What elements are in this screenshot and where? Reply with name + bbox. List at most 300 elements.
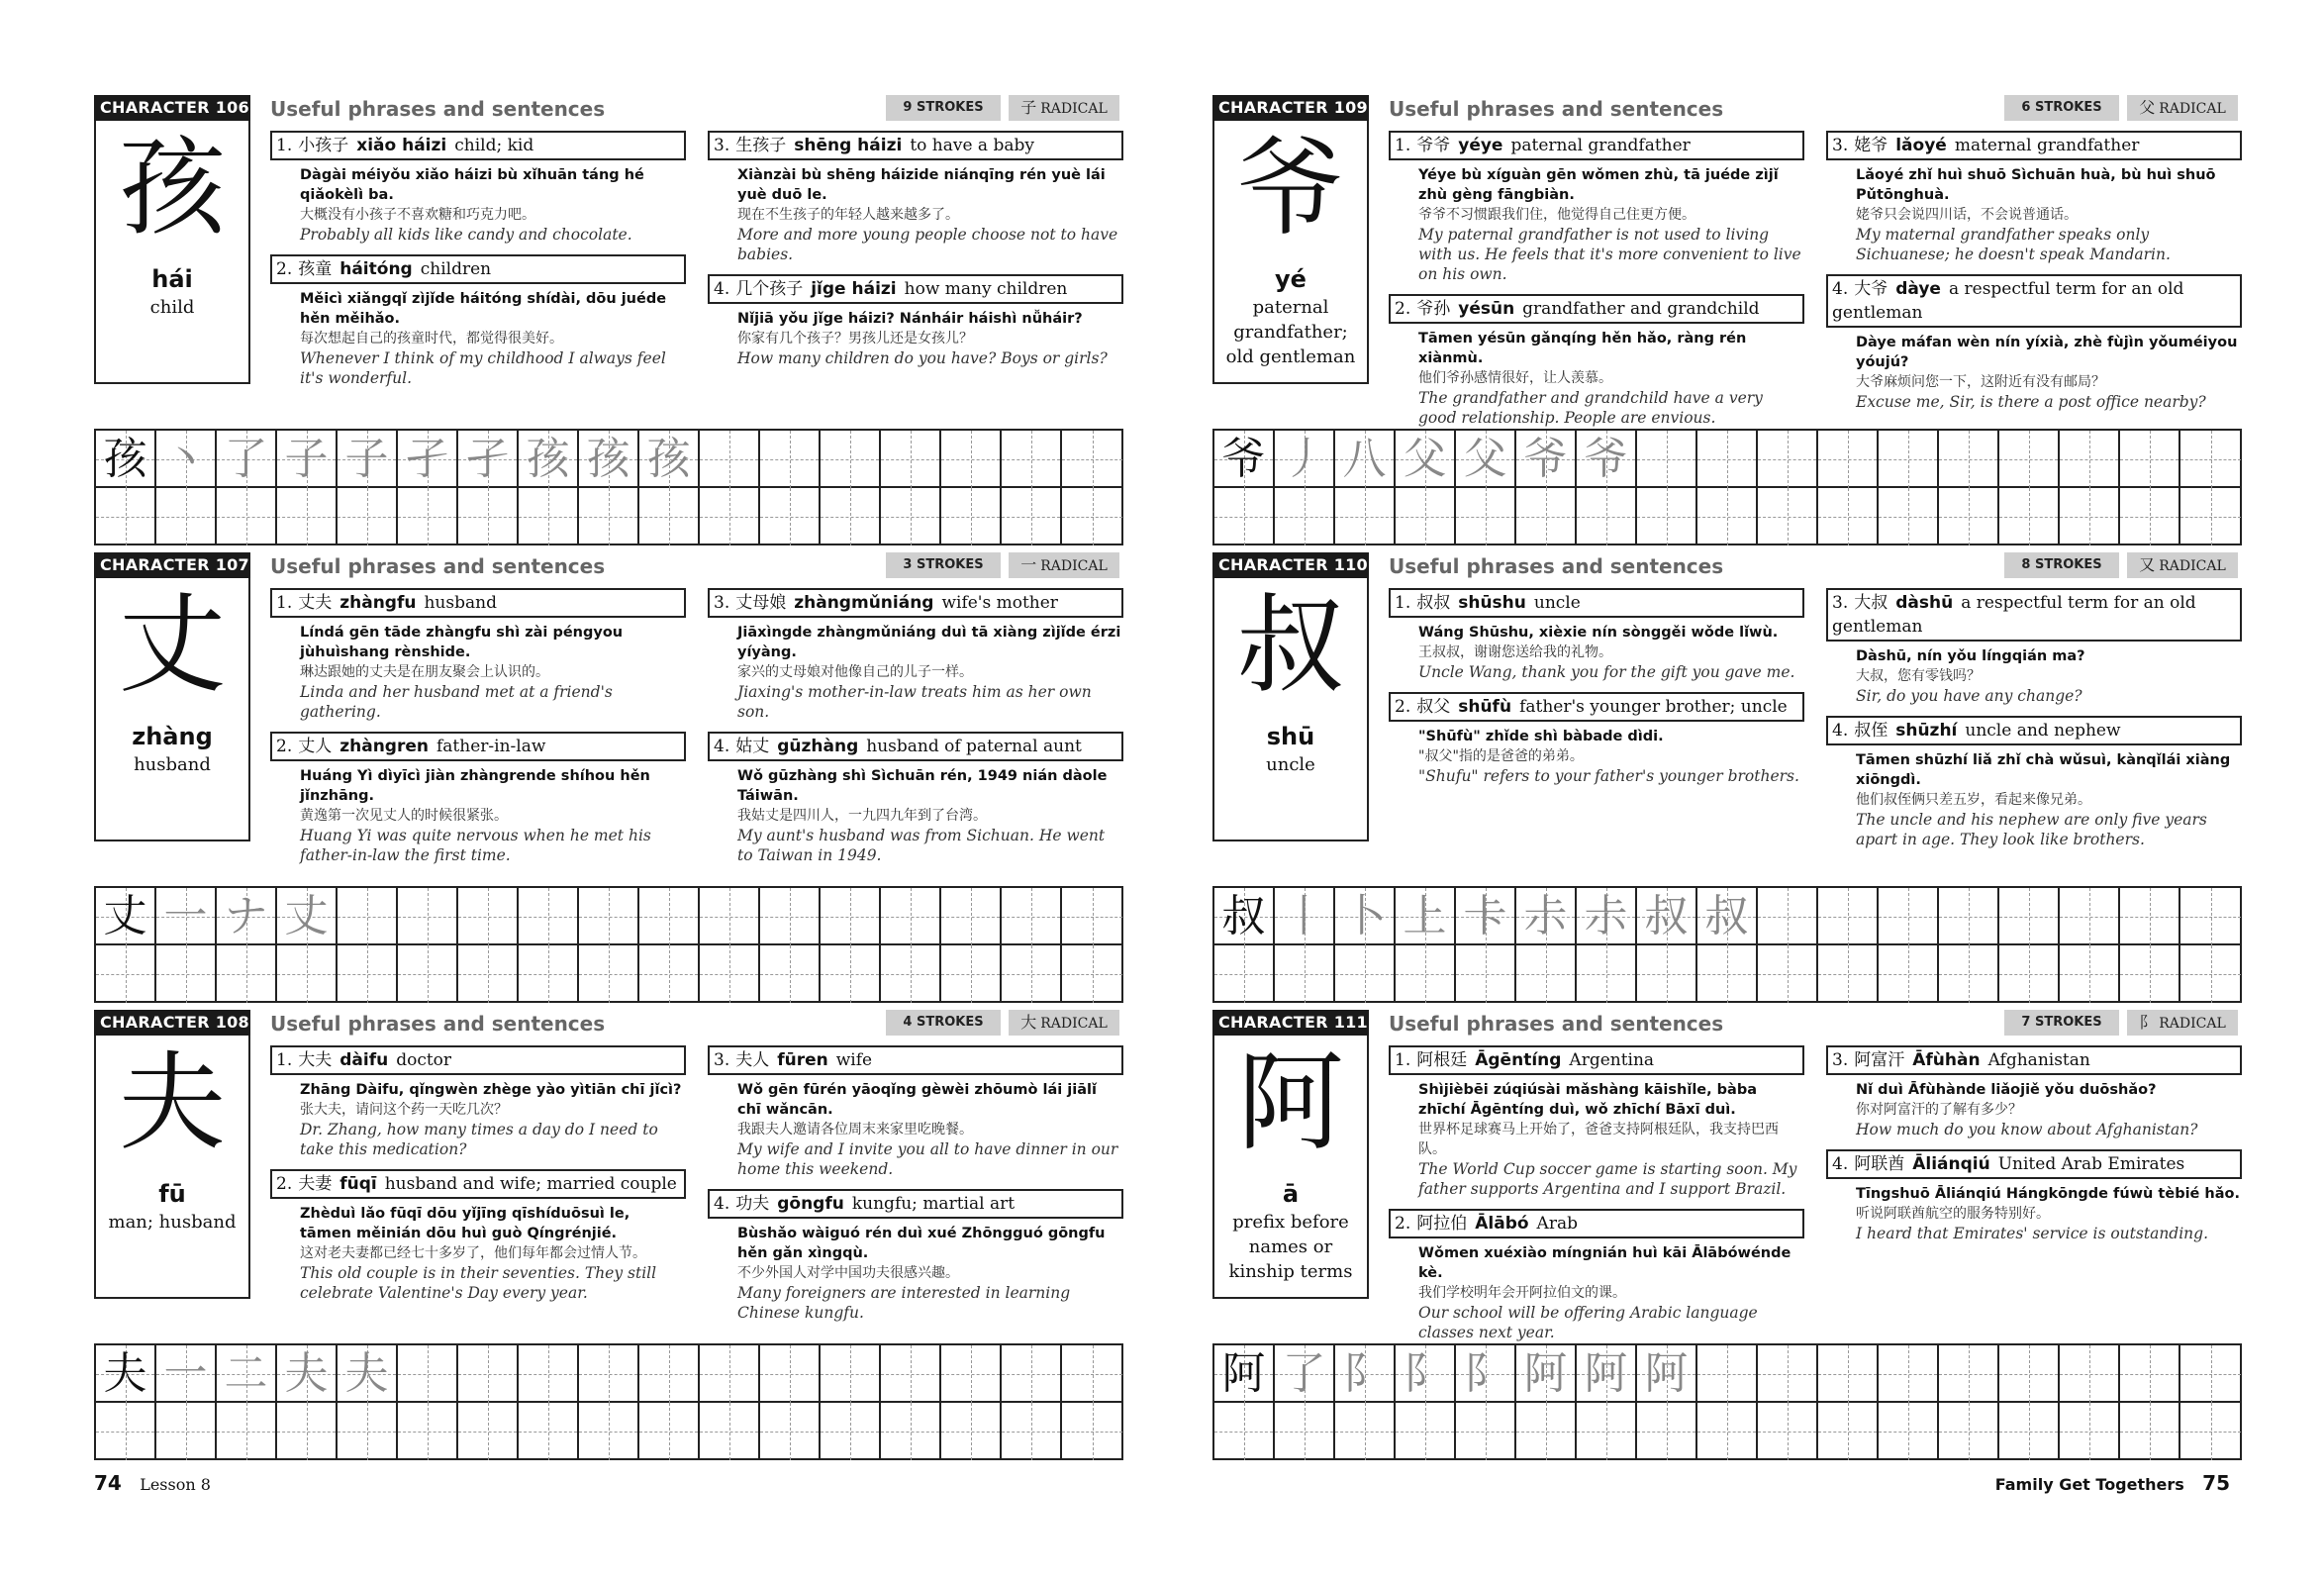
practice-cell[interactable]	[1002, 431, 1062, 488]
practice-cell[interactable]	[1456, 431, 1516, 488]
practice-cell[interactable]	[217, 431, 277, 488]
practice-cell[interactable]	[579, 888, 639, 945]
practice-cell[interactable]	[519, 431, 579, 488]
practice-cell[interactable]	[1577, 488, 1637, 545]
practice-cell[interactable]	[338, 431, 398, 488]
practice-cell[interactable]	[1818, 945, 1879, 1003]
practice-cell[interactable]	[156, 1403, 217, 1460]
practice-cell[interactable]	[700, 488, 760, 545]
practice-cell[interactable]	[1758, 945, 1818, 1003]
practice-cell[interactable]	[1879, 488, 1939, 545]
example-english: I heard that Emirates' service is outstanding.	[1856, 1225, 2209, 1242]
practice-cell[interactable]	[1516, 488, 1577, 545]
practice-cell[interactable]	[1335, 1345, 1396, 1403]
main-character-pinyin: fū	[158, 1180, 186, 1208]
phrase-hanzi: 夫妻	[298, 1174, 333, 1194]
practice-cell[interactable]	[1758, 1345, 1818, 1403]
practice-cell[interactable]	[96, 945, 156, 1003]
main-character-meaning: paternal grandfather; old gentleman	[1225, 297, 1356, 367]
stroke-order-step: 阿	[1644, 1348, 1689, 1399]
practice-cell[interactable]	[881, 888, 941, 945]
practice-cell[interactable]	[1396, 431, 1456, 488]
practice-cell[interactable]	[1516, 1403, 1577, 1460]
practice-cell[interactable]	[1456, 1403, 1516, 1460]
main-character-pinyin: zhàng	[132, 723, 213, 750]
practice-cell[interactable]	[1758, 1403, 1818, 1460]
practice-cell[interactable]	[821, 1345, 881, 1403]
practice-cell[interactable]	[579, 488, 639, 545]
practice-cell[interactable]	[1879, 1345, 1939, 1403]
practice-cell[interactable]	[1818, 488, 1879, 545]
phrase-english: United Arab Emirates	[1997, 1154, 2185, 1174]
practice-cell[interactable]	[2060, 488, 2120, 545]
phrase-number: 1.	[276, 593, 293, 613]
example-hanzi: 每次想起自己的孩童时代，都觉得很美好。	[300, 331, 563, 346]
phrase-english: a respectful term for an old gentleman	[1832, 279, 2184, 323]
example-hanzi: 家兴的丈母娘对他像自己的儿子一样。	[737, 664, 973, 680]
practice-cell[interactable]	[821, 1403, 881, 1460]
practice-cell[interactable]	[338, 888, 398, 945]
example-english: My paternal grandfather is not used to living with us. He feels that it's more convenient to live on his own.	[1418, 226, 1801, 283]
grid-row	[96, 488, 1121, 545]
practice-cell[interactable]	[1999, 945, 2060, 1003]
example-pinyin: Tāmen shūzhí liǎ zhǐ chà wǔsuì, kànqǐlái xiàng xiōngdì.	[1856, 752, 2231, 788]
practice-cell[interactable]	[1939, 1403, 1999, 1460]
practice-cell[interactable]	[96, 1345, 156, 1403]
phrase-english: Arab	[1536, 1214, 1578, 1234]
example-pinyin: Dàgài méiyǒu xiǎo háizi bù xǐhuān táng hé qiǎokèlì ba.	[300, 167, 644, 203]
practice-cell[interactable]	[1002, 1345, 1062, 1403]
practice-cell[interactable]	[579, 945, 639, 1003]
practice-cell[interactable]	[1456, 888, 1516, 945]
stroke-order-step: 上	[1403, 891, 1447, 941]
phrase-item	[1389, 1045, 1804, 1199]
practice-cell[interactable]	[1516, 945, 1577, 1003]
practice-cell[interactable]	[1758, 888, 1818, 945]
practice-cell[interactable]	[1516, 888, 1577, 945]
practice-cell[interactable]	[2180, 888, 2241, 945]
character-block	[94, 1002, 1138, 1462]
practice-cell[interactable]	[398, 945, 458, 1003]
stroke-order-step: 八	[1342, 434, 1387, 484]
practice-cell[interactable]	[700, 431, 760, 488]
practice-cell[interactable]	[1002, 945, 1062, 1003]
left-page	[94, 87, 1138, 1513]
practice-cell[interactable]	[639, 945, 700, 1003]
practice-cell[interactable]	[881, 431, 941, 488]
character-entry	[1212, 544, 2257, 871]
practice-cell[interactable]	[338, 1403, 398, 1460]
practice-cell[interactable]	[458, 488, 519, 545]
practice-cell[interactable]	[1939, 1345, 1999, 1403]
practice-cell[interactable]	[941, 945, 1002, 1003]
phrase-english: grandfather and grandchild	[1522, 299, 1760, 319]
example-english: Dr. Zhang, how many times a day do I need to take this medication?	[300, 1121, 658, 1158]
practice-cell[interactable]	[1637, 1403, 1697, 1460]
practice-cell[interactable]	[1879, 888, 1939, 945]
practice-cell[interactable]	[338, 488, 398, 545]
practice-cell[interactable]	[398, 488, 458, 545]
practice-cell[interactable]	[1396, 1345, 1456, 1403]
practice-cell[interactable]	[1999, 1403, 2060, 1460]
practice-cell[interactable]	[881, 1403, 941, 1460]
phrase-number: 2.	[1395, 1214, 1411, 1234]
phrase-heading	[270, 1169, 686, 1199]
phrase-number: 3.	[714, 1050, 730, 1070]
practice-cell[interactable]	[941, 1403, 1002, 1460]
practice-cell[interactable]	[1697, 888, 1758, 945]
practice-cell[interactable]	[1456, 1345, 1516, 1403]
practice-cell[interactable]	[639, 431, 700, 488]
phrase-column	[708, 131, 1123, 368]
phrase-pinyin: xiǎo háizi	[356, 136, 447, 155]
practice-cell[interactable]	[941, 1345, 1002, 1403]
practice-cell[interactable]	[639, 888, 700, 945]
phrase-hanzi: 丈人	[298, 737, 333, 756]
practice-cell[interactable]	[821, 488, 881, 545]
practice-cell[interactable]	[1577, 945, 1637, 1003]
phrase-pinyin: gōngfu	[777, 1194, 844, 1214]
practice-cell[interactable]	[156, 431, 217, 488]
phrase-hanzi: 夫人	[735, 1050, 770, 1070]
practice-cell[interactable]	[458, 888, 519, 945]
practice-cell[interactable]	[941, 888, 1002, 945]
practice-cell[interactable]	[941, 431, 1002, 488]
radical-label: RADICAL	[1040, 558, 1108, 574]
example-english: My wife and I invite you all to have dinner in our home this weekend.	[737, 1140, 1118, 1178]
practice-cell[interactable]	[217, 1403, 277, 1460]
practice-cell[interactable]	[760, 488, 821, 545]
practice-cell[interactable]	[217, 1345, 277, 1403]
practice-cell[interactable]	[1758, 488, 1818, 545]
phrase-hanzi: 小孩子	[298, 136, 349, 155]
example-pinyin: "Shūfù" zhǐde shì bàbade dìdi.	[1418, 729, 1664, 744]
practice-cell[interactable]	[760, 945, 821, 1003]
practice-cell[interactable]	[2180, 945, 2241, 1003]
practice-cell[interactable]	[2060, 888, 2120, 945]
practice-cell[interactable]	[1516, 1345, 1577, 1403]
practice-cell[interactable]	[217, 888, 277, 945]
practice-cell[interactable]	[96, 488, 156, 545]
practice-cell[interactable]	[1396, 488, 1456, 545]
practice-cell[interactable]	[1062, 488, 1122, 545]
phrase-item	[1826, 274, 2242, 412]
practice-cell[interactable]	[277, 1345, 338, 1403]
practice-cell[interactable]	[2120, 1403, 2180, 1460]
practice-cell[interactable]	[338, 1345, 398, 1403]
practice-cell[interactable]	[1577, 888, 1637, 945]
practice-cell[interactable]	[1002, 888, 1062, 945]
practice-cell[interactable]	[277, 1403, 338, 1460]
practice-cell[interactable]	[96, 431, 156, 488]
practice-cell[interactable]	[2060, 431, 2120, 488]
phrase-number: 2.	[276, 1174, 293, 1194]
grid-row	[1214, 1345, 2240, 1403]
practice-cell[interactable]	[1697, 488, 1758, 545]
practice-cell[interactable]	[760, 431, 821, 488]
practice-cell[interactable]	[1516, 431, 1577, 488]
practice-cell[interactable]	[700, 1345, 760, 1403]
practice-cell[interactable]	[2120, 431, 2180, 488]
practice-cell[interactable]	[1939, 888, 1999, 945]
practice-cell[interactable]	[1214, 888, 1275, 945]
practice-cell[interactable]	[1062, 1403, 1122, 1460]
practice-cell[interactable]	[398, 1403, 458, 1460]
practice-cell[interactable]	[1396, 1403, 1456, 1460]
practice-cell[interactable]	[760, 1403, 821, 1460]
practice-cell[interactable]	[2180, 488, 2241, 545]
practice-cell[interactable]	[1002, 1403, 1062, 1460]
practice-cell[interactable]	[941, 488, 1002, 545]
practice-cell[interactable]	[1396, 888, 1456, 945]
phrase-number: 2.	[1395, 697, 1411, 717]
practice-cell[interactable]	[1939, 431, 1999, 488]
example-hanzi: 你对阿富汗的了解有多少？	[1856, 1102, 2022, 1118]
practice-cell[interactable]	[1062, 431, 1122, 488]
practice-cell[interactable]	[398, 888, 458, 945]
practice-cell[interactable]	[1275, 1345, 1335, 1403]
practice-cell[interactable]	[700, 888, 760, 945]
practice-cell[interactable]	[579, 1403, 639, 1460]
practice-cell[interactable]	[1879, 945, 1939, 1003]
practice-cell[interactable]	[1214, 1345, 1275, 1403]
practice-cell[interactable]	[2060, 945, 2120, 1003]
practice-cell[interactable]	[2180, 1403, 2241, 1460]
practice-cell[interactable]	[96, 1403, 156, 1460]
practice-cell[interactable]	[821, 431, 881, 488]
practice-cell[interactable]	[96, 888, 156, 945]
radical-badge	[1009, 552, 1119, 578]
practice-cell[interactable]	[1999, 1345, 2060, 1403]
practice-cell[interactable]	[1577, 1403, 1637, 1460]
practice-cell[interactable]	[1062, 888, 1122, 945]
phrase-column	[270, 1045, 686, 1303]
character-number-label: CHARACTER 111	[1212, 1010, 1369, 1036]
practice-cell[interactable]	[2180, 1345, 2241, 1403]
example-hanzi: 大叔，您有零钱吗？	[1856, 668, 1981, 684]
practice-cell[interactable]	[1818, 888, 1879, 945]
phrase-hanzi: 丈夫	[298, 593, 333, 613]
example-english: This old couple is in their seventies. They still celebrate Valentine's Day every year.	[300, 1264, 657, 1302]
practice-cell[interactable]	[1275, 888, 1335, 945]
practice-cell[interactable]	[156, 1345, 217, 1403]
phrase-english: husband of paternal aunt	[866, 737, 1082, 756]
practice-cell[interactable]	[579, 431, 639, 488]
practice-cell[interactable]	[1002, 488, 1062, 545]
section-title: Useful phrases and sentences	[1389, 1012, 1724, 1036]
practice-cell[interactable]	[579, 1345, 639, 1403]
stroke-count-badge: 8 STROKES	[2004, 552, 2119, 578]
practice-cell[interactable]	[519, 1403, 579, 1460]
practice-cell[interactable]	[217, 488, 277, 545]
practice-cell[interactable]	[1818, 1345, 1879, 1403]
stroke-order-step: 阿	[1584, 1348, 1628, 1399]
phrase-hanzi: 阿富汗	[1854, 1050, 1905, 1070]
model-character: 叔	[1221, 891, 1266, 941]
practice-cell[interactable]	[1275, 1403, 1335, 1460]
practice-cell[interactable]	[217, 945, 277, 1003]
practice-cell[interactable]	[1335, 488, 1396, 545]
practice-cell[interactable]	[1335, 1403, 1396, 1460]
example-hanzi: 大爷麻烦问您一下，这附近有没有邮局？	[1856, 374, 2105, 390]
phrase-number: 4.	[1832, 721, 1849, 741]
example-hanzi: 张大夫，请问这个药一天吃几次？	[300, 1102, 508, 1118]
practice-cell[interactable]	[1637, 888, 1697, 945]
practice-cell[interactable]	[1697, 431, 1758, 488]
practice-cell[interactable]	[1577, 1345, 1637, 1403]
practice-cell[interactable]	[881, 1345, 941, 1403]
phrase-english: father's younger brother; uncle	[1519, 697, 1788, 717]
writing-practice-grid	[1212, 886, 2242, 1003]
practice-cell[interactable]	[1637, 431, 1697, 488]
practice-cell[interactable]	[156, 945, 217, 1003]
practice-cell[interactable]	[2120, 488, 2180, 545]
practice-cell[interactable]	[519, 1345, 579, 1403]
practice-cell[interactable]	[821, 888, 881, 945]
practice-cell[interactable]	[1999, 488, 2060, 545]
practice-cell[interactable]	[1214, 488, 1275, 545]
example-hanzi: "叔父"指的是爸爸的弟弟。	[1418, 748, 1584, 764]
phrase-heading	[1826, 1149, 2242, 1179]
practice-cell[interactable]	[1818, 1403, 1879, 1460]
main-character-pinyin: hái	[151, 265, 193, 293]
practice-cell[interactable]	[519, 488, 579, 545]
footer-right	[1995, 1471, 2230, 1495]
practice-cell[interactable]	[458, 431, 519, 488]
practice-cell[interactable]	[458, 945, 519, 1003]
stroke-order-step: 父	[1403, 434, 1447, 484]
practice-cell[interactable]	[1214, 1403, 1275, 1460]
chapter-title: Family Get Togethers	[1994, 1475, 2184, 1494]
practice-cell[interactable]	[881, 488, 941, 545]
section-title: Useful phrases and sentences	[270, 1012, 606, 1036]
stroke-order-step: 二	[224, 1348, 268, 1399]
practice-cell[interactable]	[1275, 431, 1335, 488]
practice-cell[interactable]	[821, 945, 881, 1003]
practice-cell[interactable]	[1637, 488, 1697, 545]
practice-cell[interactable]	[1275, 945, 1335, 1003]
practice-cell[interactable]	[1577, 431, 1637, 488]
practice-cell[interactable]	[2060, 1403, 2120, 1460]
main-character: 孩	[118, 127, 226, 250]
section-title: Useful phrases and sentences	[270, 97, 606, 121]
practice-cell[interactable]	[1879, 431, 1939, 488]
practice-cell[interactable]	[2060, 1345, 2120, 1403]
practice-cell[interactable]	[1999, 431, 2060, 488]
practice-cell[interactable]	[156, 488, 217, 545]
practice-cell[interactable]	[277, 888, 338, 945]
practice-cell[interactable]	[1939, 945, 1999, 1003]
example-english: More and more young people choose not to have babies.	[737, 226, 1118, 263]
practice-cell[interactable]	[1335, 888, 1396, 945]
practice-cell[interactable]	[398, 1345, 458, 1403]
practice-cell[interactable]	[1062, 945, 1122, 1003]
practice-cell[interactable]	[1697, 1403, 1758, 1460]
practice-cell[interactable]	[1396, 945, 1456, 1003]
main-character-meaning: husband	[134, 754, 211, 775]
practice-cell[interactable]	[1758, 431, 1818, 488]
practice-cell[interactable]	[398, 431, 458, 488]
practice-cell[interactable]	[1637, 1345, 1697, 1403]
practice-cell[interactable]	[1062, 1345, 1122, 1403]
phrase-english: doctor	[396, 1050, 452, 1070]
practice-cell[interactable]	[1214, 945, 1275, 1003]
example-pinyin: Líndá gēn tāde zhàngfu shì zài péngyou jùhuìshang rènshide.	[300, 625, 624, 660]
practice-cell[interactable]	[2120, 888, 2180, 945]
main-character-meaning: uncle	[1266, 754, 1315, 775]
practice-cell[interactable]	[277, 945, 338, 1003]
grid-row	[96, 431, 1121, 488]
practice-cell[interactable]	[639, 1345, 700, 1403]
practice-cell[interactable]	[1275, 488, 1335, 545]
practice-cell[interactable]	[1939, 488, 1999, 545]
stroke-order-step: 孩	[646, 434, 691, 484]
practice-cell[interactable]	[1879, 1403, 1939, 1460]
phrase-heading	[1389, 294, 1804, 324]
section-title: Useful phrases and sentences	[1389, 554, 1724, 578]
practice-cell[interactable]	[639, 1403, 700, 1460]
practice-cell[interactable]	[1999, 888, 2060, 945]
practice-cell[interactable]	[639, 488, 700, 545]
character-entry	[1212, 1002, 2257, 1341]
phrase-hanzi: 孩童	[298, 259, 333, 279]
practice-cell[interactable]	[881, 945, 941, 1003]
stroke-order-step: 卜	[1342, 891, 1387, 941]
example-hanzi: 听说阿联酋航空的服务特别好。	[1856, 1206, 2050, 1222]
radical-character: 子	[1020, 98, 1037, 117]
practice-cell[interactable]	[1335, 431, 1396, 488]
example-pinyin: Wǒ gūzhàng shì Sìchuān rén, 1949 nián dàole Táiwān.	[737, 768, 1108, 804]
practice-cell[interactable]	[458, 1403, 519, 1460]
radical-badge	[2127, 1010, 2238, 1036]
practice-cell[interactable]	[1697, 945, 1758, 1003]
example-pinyin: Xiànzài bù shēng háizide niánqīng rén yuè lái yuè duō le.	[737, 167, 1106, 203]
phrase-pinyin: dàye	[1895, 279, 1941, 299]
practice-cell[interactable]	[760, 888, 821, 945]
practice-cell[interactable]	[1697, 1345, 1758, 1403]
practice-cell[interactable]	[760, 1345, 821, 1403]
practice-cell[interactable]	[700, 1403, 760, 1460]
practice-cell[interactable]	[1637, 945, 1697, 1003]
practice-cell[interactable]	[277, 488, 338, 545]
practice-cell[interactable]	[1335, 945, 1396, 1003]
practice-cell[interactable]	[1214, 431, 1275, 488]
phrase-heading	[708, 1189, 1123, 1219]
practice-cell[interactable]	[2180, 431, 2241, 488]
practice-cell[interactable]	[519, 945, 579, 1003]
example-english: Our school will be offering Arabic language classes next year.	[1418, 1304, 1758, 1341]
practice-cell[interactable]	[700, 945, 760, 1003]
phrase-column	[1826, 1045, 2242, 1243]
practice-cell[interactable]	[277, 431, 338, 488]
stroke-order-step: ナ	[224, 891, 268, 941]
practice-cell[interactable]	[1456, 488, 1516, 545]
practice-cell[interactable]	[338, 945, 398, 1003]
grid-row	[1214, 1403, 2240, 1460]
page-number-right: 75	[2202, 1471, 2230, 1495]
practice-cell[interactable]	[458, 1345, 519, 1403]
stroke-order-step: 父	[1463, 434, 1507, 484]
practice-cell[interactable]	[1456, 945, 1516, 1003]
practice-cell[interactable]	[1818, 431, 1879, 488]
practice-cell[interactable]	[519, 888, 579, 945]
practice-cell[interactable]	[2120, 1345, 2180, 1403]
phrase-pinyin: zhàngmǔniáng	[794, 593, 934, 613]
practice-cell[interactable]	[156, 888, 217, 945]
phrase-item	[270, 131, 686, 245]
grid-row	[1214, 945, 2240, 1003]
practice-cell[interactable]	[2120, 945, 2180, 1003]
